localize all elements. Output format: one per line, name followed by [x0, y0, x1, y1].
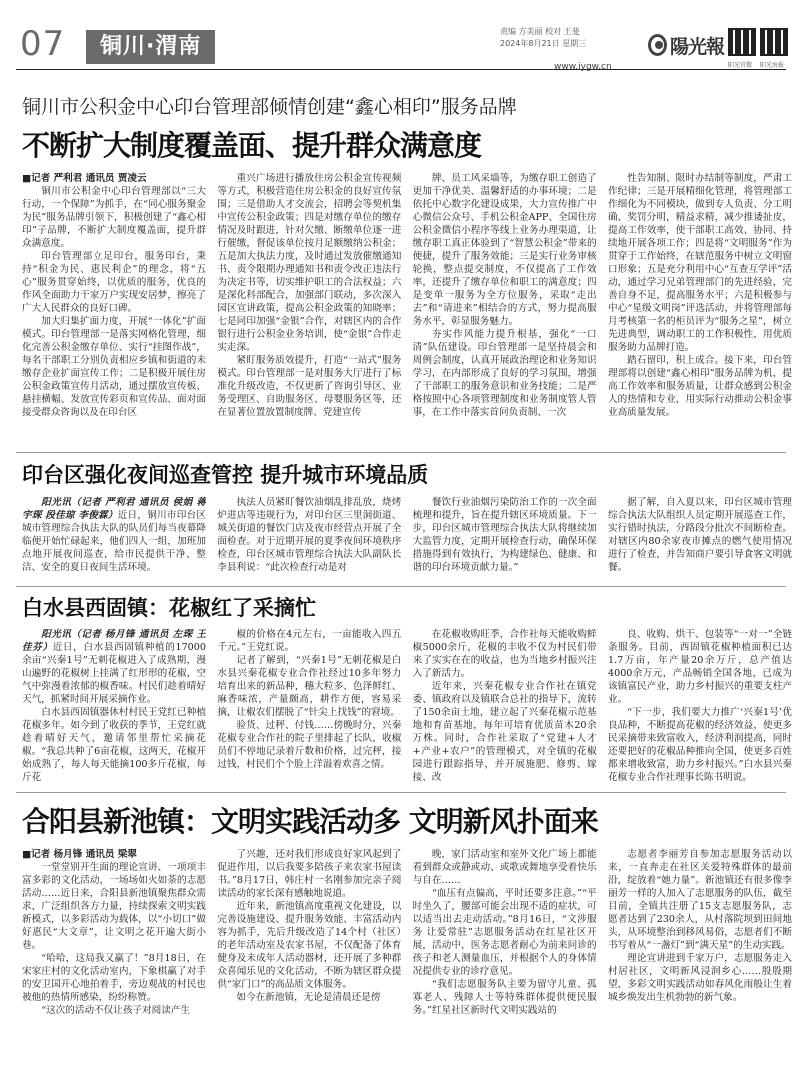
paragraph: “下一步，我们要大力推广‘兴秦1号’优良品种，不断提高花椒的经济效益，使更多民采摘带来致富收入，经济利润提高，同时还要把好的花椒品种推向全国，使更多百姓都来增收致富，助力乡村振兴。”白水县兴秦花椒专业合作社理事长陈书明说。 — [607, 707, 792, 783]
article-column — [22, 848, 206, 1080]
article-column — [22, 172, 206, 442]
paragraph: “血压有点偏高，平时还要多注意。”“平时坐久了，腰部可能会出现不适的症状，可以适当出去走动活动。”8月16日，“文涉服务 让爱常驻”志愿服务活动在红星社区开展，活动中，医务志愿者耐心为前来问诊的孩子和老人测量血压，并根据个人的身体情况提供专业的诊疗意见。 — [412, 888, 597, 977]
divider — [16, 792, 786, 793]
paragraph: “这次的活动不仅让孩子对阅读产生 — [41, 1005, 190, 1016]
qr-code-icon — [760, 28, 788, 56]
editor-line: 责编 方美丽 校对 王斐 — [500, 27, 580, 36]
article-column — [608, 848, 792, 1080]
paragraph — [22, 628, 206, 706]
qr-caption: 阳光海报 — [760, 62, 785, 69]
paragraph: 近年来，新池镇高度重视文化建设，以完善设施建设、提升服务效能、丰富活动内容为抓手，先后升级改造了14个村（社区）的老年活动室及农家书屋，不仅配备了体育健身及未成年人活动器材，还开展了多种群众喜闻乐见的文化活动，不断为辖区群众提供“家门口”的高品质文体服务。 — [217, 901, 402, 990]
masthead — [16, 22, 786, 70]
paragraph: 良、收购、烘干、包装等“一对一”全链条服务。目前，西固镇花椒种植面积已达1.7万亩，年产量20余万斤，总产值达4000余万元，产品畅销全国各地，已成为该镇富民产业，助力乡村振兴的重要支柱产业。 — [607, 629, 792, 705]
article-column — [608, 172, 792, 442]
byline: 阳光讯（记者 杨月锋 通讯员 左琛 王佳芬） — [22, 629, 206, 653]
paragraph: 验货、过秤、付钱……傍晚时分，兴秦花椒专业合作社的院子里排起了长队，收椒员们不停地记录着斤数和价格，过完秤，接过钱，村民们个个脸上洋溢着欢喜之情。 — [217, 720, 402, 770]
page-number: 07 — [20, 24, 66, 64]
qr-caption: 阳光官微 — [728, 62, 753, 69]
paragraph: 牌、员工风采墙等，为缴存职工创造了更加干净优美、温馨舒适的办事环境；二是依托中心数字化建设成果，大力宣传推广中心微信公众号、手机公积金APP、全国住房公积金微信小程序等线上业务办理渠道，让缴存职工真正体验到了“智慧公积金”带来的便捷，提升了服务效能；三是实行业务审核轮换，整点提交制度，不仅提高了工作效率，还提升了缴存单位和职工的满意度；四是变单一服务为全方位服务，采取“走出去”和“请进来”相结合的方式，努力提高服务水平，彰显服务魅力。 — [412, 173, 597, 327]
article3-body — [22, 628, 792, 786]
article-column — [413, 496, 597, 584]
article4-headline: 合阳县新池镇：文明实践活动多 文明新风扑面来 — [22, 805, 598, 838]
article-column — [22, 628, 206, 786]
date-line: 2024年8月21日 星期三 — [500, 39, 587, 48]
article1-kicker: 铜川市公积金中心印台管理部倾情创建“鑫心相印”服务品牌 — [22, 96, 517, 118]
paragraph: 紧盯服务质效提升，打造“一站式”服务模式。印台管理部一是对服务大厅进行了标准化升级改造，不仅更新了咨询引导区、业务受理区、自助服务区、母婴服务区等，还在显著位置放置制度牌、党建宣传 — [217, 355, 402, 418]
article-column — [217, 172, 401, 442]
paragraph: 近年来，兴秦花椒专业合作社在镇党委、镇政府以及镇联合总社的指导下，流转了150余亩土地，建立起了兴秦花椒示范基地和育苗基地，每年可培育优质苗木20余万株。同时，合作社采取了“党建+人才+产业+农户”的管理模式，对全镇的花椒园进行跟踪指导，并开展施肥、修剪、嫁接、改 — [412, 681, 597, 783]
article1-headline: 不断扩大制度覆盖面、提升群众满意度 — [22, 129, 482, 162]
paragraph: 椒的价格在4元左右，一亩能收入四五千元。”王党红说。 — [217, 629, 402, 653]
article-column — [413, 848, 597, 1080]
section-tag: 铜川·渭南 — [86, 30, 215, 64]
article-column — [22, 496, 206, 584]
site-url[interactable]: www.iygw.cn — [554, 62, 612, 72]
paragraph: 如今在新池镇，无论是清晨还是傍 — [236, 992, 381, 1003]
paragraph-text: 近日，白水县西固镇种植的17000余亩“兴秦1号”无刺花椒进入了成熟期，漫山遍野的花椒树上挂满了红形形的花椒，空气中弥漫着浓郁的椒香味。村民们趁着晴好天气，抓紧时间开展采摘作业。 — [22, 642, 206, 705]
paragraph: 夯实作风能力提升根基，强化“一口清”队伍建设。印台管理部一是坚持晨会和周例会制度，认真开展政治理论和业务知识学习，在内部形成了良好的学习氛围，增强了干部职工的服务意识和业务技能；二是严格按照中心各项管理制度和业务制度管人管事，在工作中落实首问负责制、一次 — [412, 329, 597, 418]
article1-body — [22, 172, 792, 442]
paragraph: 了兴趣，还对我们形成良好家风起到了促进作用，以后我要多陪孩子来农家书屋读书。”8月17日，韩庄村一名刚参加完亲子阅读活动的家长深有感触地说道。 — [217, 849, 402, 899]
paragraph: “哈哈，这局我又赢了！”8月18日，在宋家庄村的文化活动室内，下象棋赢了对手的安卫国开心地拍着手，旁边观战的村民也被他的热情所感染，纷纷称赞。 — [22, 953, 206, 1003]
paragraph — [22, 496, 206, 574]
byline: ■记者 严利君 通讯员 贾凌云 — [22, 173, 147, 184]
paragraph: 重兴广场进行播放住房公积金宣传视频等方式，积极营造住房公积金的良好宣传氛围；三是借助人才交流会，招聘会等契机集中宣传公积金政策；四是对缴存单位的缴存情况及时跟进，针对欠缴、断缴单位逐一进行催缴，督促该单位按月足额缴纳公积金；五是加大执法力度，及时通过发放催缴通知书、责令限期办理通知书和责令改正违法行为决定书等，切实维护职工的合法权益；六是深化科部配合，加强部门联动，多次深入园区宣讲政策，提高公积金政策的知晓率；七是同印加强“金银”合作，对辖区内的合作银行进行公积金业务培训，使“金银”合作走实走深。 — [217, 173, 402, 353]
byline: ■记者 杨月锋 通讯员 梁翠 — [22, 849, 138, 860]
paragraph-text: 近日，铜川市印台区城市管理综合执法大队的队员们每当夜幕降临便开始忙碌起来，他们四人一组，加班加点地开展夜间巡查，给市民提供干净、整洁、安全的夏日夜间生活环境。 — [22, 510, 206, 573]
brand-name: 陽光報 — [669, 35, 724, 58]
article-column — [217, 496, 401, 584]
paragraph: “我们志愿服务队主要为留守儿童、孤寡老人、残障人士等特殊群体提供便民服务。”红星社区新时代文明实践站的 — [412, 979, 597, 1016]
paragraph: 据了解，自入夏以来，印台区城市管理综合执法大队组织人员定期开展巡查工作，实行错时执法，分路段分批次不间断检查。对辖区内80余家夜市摊点的燃气使用情况进行了检查，并告知商户要引导食客文明就餐。 — [607, 497, 792, 573]
paragraph: 记者了解到，“兴秦1号”无刺花椒是白水县兴秦花椒专业合作社经过10多年努力培育出来的新品种，穗大粒多、色泽鲜红、麻香味浓，产量颇高，耕作方便，容易采摘，让椒农们摆脱了“针尖上找钱”的窘境。 — [217, 655, 402, 718]
paragraph: 一堂堂别开生面的理论宣讲、一项项丰富多彩的文化活动，一场场如火如荼的志愿活动……近日来，合阳县新池镇聚焦群众需求，广泛组织各方力量，持续探索文明实践新模式，以多彩活动为载体，以“小切口”做好惠民“大文章”，让文明之花开遍大街小巷。 — [22, 862, 206, 951]
paragraph: 踏石留印，积上成合。接下来，印台管理部将以创建“鑫心相印”服务品牌为机，提高工作效率和服务质量，让群众感到公积金人的热情和专业，用实际行动推动公积金事业高质量发展。 — [607, 355, 792, 418]
paragraph: 白水县西固镇器休村村民王党红已种植花椒多年。如今到了收获的季节，王党红就趁着晴好天气，邀请邻里帮忙采摘花椒。“我总共种了6亩花椒，这两天，花椒开始成熟了，每人每天能摘100多斤花椒，每斤花 — [22, 707, 206, 783]
article-column — [217, 848, 401, 1080]
paragraph: 在花椒收购旺季，合作社每天能收购鲜椒5000余斤，花椒的丰收不仅为村民们带来了实实在在的收益，也为当地乡村振兴注入了新活力。 — [412, 629, 597, 679]
divider — [16, 452, 786, 453]
paragraph: 加大归集扩面力度，开展“一体化”扩面模式。印台管理部一是落实网格化管理，细化完善公积金缴存单位、实行“挂图作战”，每名干部职工分别负责相应乡镇和街道的未缴存企业扩面宣传工作；二是积极开展住房公积金政策宣传月活动，通过摆放宣传板、悬挂横幅、发放宣传彩页和宣传品、面对面接受群众咨询以及在印台区 — [22, 316, 206, 418]
paragraph: 志愿者李丽芳自参加志愿服务活动以来，一直奔走在社区关爱特殊群体的最前沿，绽放着“她力量”。新池镇还有很多像李丽芳一样的人加入了志愿服务的队伍，截至目前，全镇共注册了15支志愿服务队，志愿者达到了230余人，从村落院坝到田间地头，从环境整治到移风易俗，志愿者们不断书写着从“一盏灯”到“满天星”的生动实践。 — [607, 849, 792, 951]
article-column — [413, 172, 597, 442]
article-column — [217, 628, 401, 786]
paragraph: 铜川市公积金中心印台管理部以“三大行动，一个保障”为抓手，在“同心服务聚金为民”服务品牌引领下，积极创建了“鑫心相印”子品牌，不断扩大制度覆盖面，提升群众满意度。 — [22, 186, 206, 249]
article3-headline: 白水县西固镇：花椒红了采摘忙 — [22, 596, 316, 620]
article4-body — [22, 848, 792, 1080]
byline: 阳光讯（记者 严利君 通讯员 侯娟 蒋宇琛 段佳琼 李俊霖） — [22, 497, 206, 521]
paragraph: 性告知制、限时办结制等制度，严肃工作纪律；三是开展精细化管理，将管理部工作细化为不同模块，做到专人负责、分工明确、奖罚分明，精益求精，减少推诿扯皮，提高工作效率，使干部职工高效、协同、持续地开展各项工作；四是将“文明服务”作为贯穿于工作始终，在辖范服务中树立文明窗口形象；五是充分利用中心“互查互学评”活动，通过学习兄弟管理部门的先进经验，完善自身不足，提高服务水平；六是积极参与中心“星级文明岗”评选活动，并将管理部每月考核第一名的柜员评为“服务之星”，树立先进典型，调动职工的工作积极性，用优质服务助力品牌打造。 — [607, 173, 792, 353]
paragraph: 理论宣讲进到千家万户，志愿服务走入村居社区，文明新风浸润乡心……殷殷期望，多彩文明实践活动如春风化雨般让生着城乡焕发出生机勃勃的新气象。 — [607, 953, 792, 1003]
article2-body — [22, 496, 792, 584]
article-column — [608, 628, 792, 786]
sun-logo-icon — [648, 34, 667, 56]
article-column — [413, 628, 597, 786]
editor-meta — [500, 26, 638, 50]
paragraph: 餐饮行业油烟污染防治工作的一次全面梳理和提升，旨在提升辖区环境质量。下一步，印台区城市管理综合执法大队将继续加大监管力度，定期开展检查行动，确保环保措施得到有效执行，为构建绿色、健康、和谐的印台环境贡献力量。” — [412, 497, 597, 573]
paragraph: 执法人员紧盯餐饮油烟乱排乱放，烧烤炉进店等违规行为，对印台区三里洞街道、城关街道的餐饮门店及夜市经营点开展了全面检查。对于近期开展的夏季夜间环境秩序检查，印台区城市管理综合执法大队副队长李县利说：“此次检查行动是对 — [217, 497, 402, 573]
divider — [16, 586, 786, 587]
article2-headline: 印台区强化夜间巡查管控 提升城市环境品质 — [22, 463, 429, 487]
article-column — [608, 496, 792, 584]
qr-code-icon — [728, 28, 756, 56]
brand-logo — [648, 24, 724, 66]
paragraph: 印台管理部立足印台，服务印台，秉持“积金为民、惠民利企”的理念，将“五心”服务贯穿始终，以优质的服务，优良的作风全面助力干家万户实现安居梦，擦亮了广大人民群众的良好口碑。 — [22, 251, 206, 314]
paragraph: 晚，家门活动室和室外文化广场上都能看到群众或静或动、或歌或舞地享受着快乐与自在…… — [412, 849, 597, 886]
